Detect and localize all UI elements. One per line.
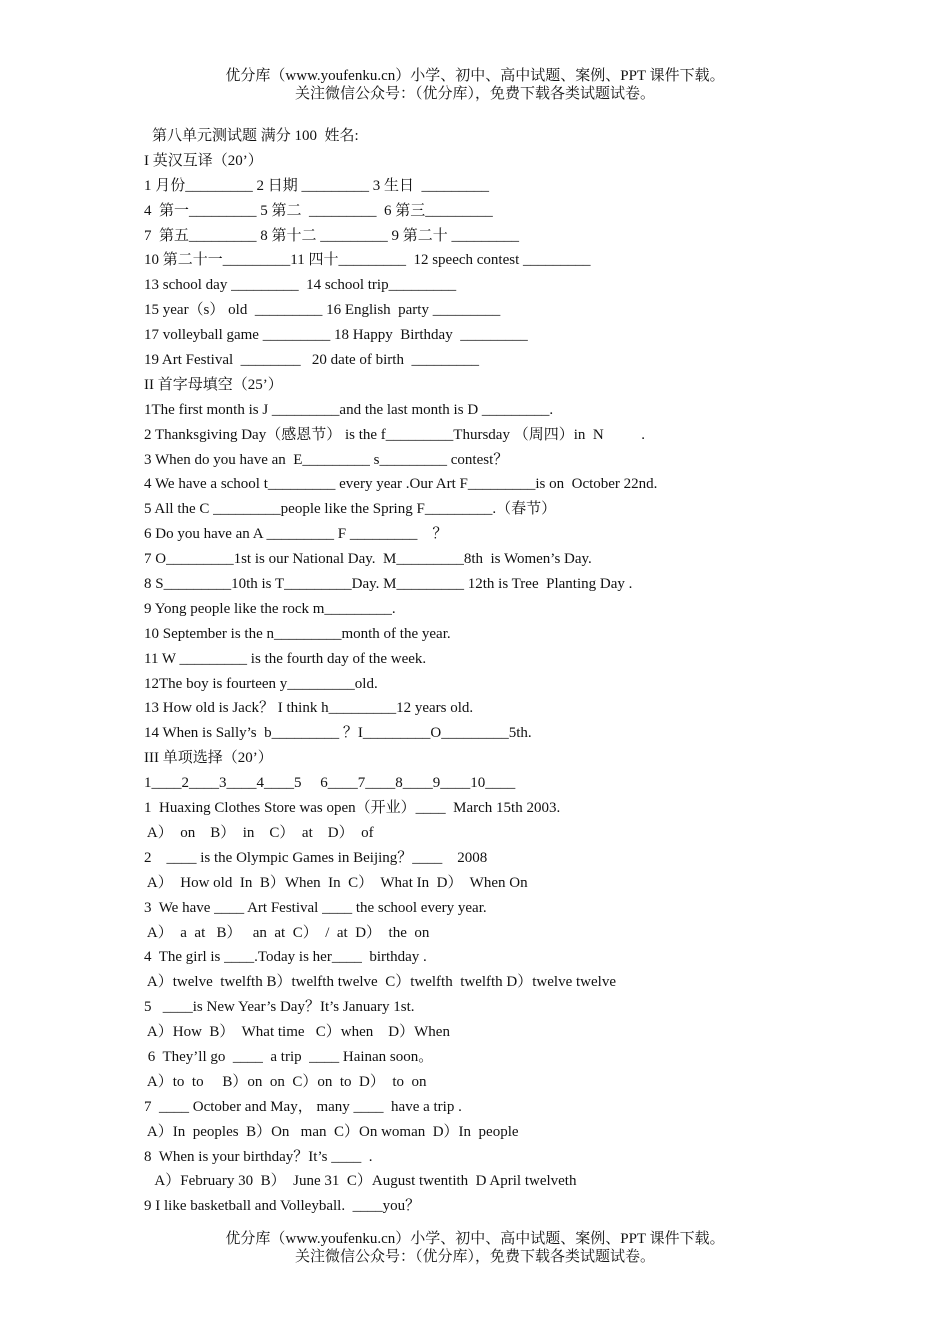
exam-line: 4 第一_________ 5 第二 _________ 6 第三_________ [144,202,493,219]
exam-line: 3 When do you have an E_________ s_________ contest？ [144,451,509,468]
exam-line: A）February 30 B） June 31 C）August twentith D April twelveth [144,1173,577,1190]
exam-line: 5 ____is New Year’s Day？It’s January 1st. [144,999,415,1016]
exam-line: A） a at B） an at C） / at D） the on [144,924,430,941]
exam-line: 9 I like basketball and Volleyball. ____you？ [144,1198,421,1215]
header-line-2: 关注微信公众号：（优分库），免费下载各类试题试卷。 [294,86,655,102]
exam-line: 10 September is the n_________month of the year. [144,625,451,642]
exam-line: 17 volleyball game _________ 18 Happy Birthday _________ [144,327,528,344]
exam-line: 7 O_________1st is our National Day. M_________8th is Women’s Day. [144,551,592,568]
exam-line: A）How B） What time C）when D）When [144,1024,450,1041]
page-footer [0,1230,950,1266]
exam-line: 12The boy is fourteen y_________old. [144,675,378,692]
exam-line: 9 Yong people like the rock m_________. [144,600,396,617]
exam-line: 15 year（s） old _________ 16 English party _________ [144,302,501,319]
exam-line: 4 We have a school t_________ every year .Our Art F_________is on October 22nd. [144,476,658,493]
exam-line: A） How old In B）When In C） What In D） When On [144,874,528,891]
exam-line: 7 ____ October and May， many ____ have a trip . [144,1098,462,1115]
exam-line: A）to to B）on on C）on to D） to on [144,1073,427,1090]
exam-line: 2 Thanksgiving Day（感恩节） is the f_________Thursday （周四）in N . [144,426,645,443]
exam-line: 8 S_________10th is T_________Day. M_________ 12th is Tree Planting Day . [144,576,633,593]
page-header [0,67,950,103]
exam-line: III 单项选择（20’） [144,750,273,767]
footer-line-2: 关注微信公众号：（优分库），免费下载各类试题试卷。 [294,1249,655,1265]
exam-title: 第八单元测试题 满分 100 姓名: [152,128,359,144]
exam-line: 13 school day _________ 14 school trip_________ [144,277,457,294]
exam-line: A） on B） in C） at D） of [144,824,374,841]
exam-line: 14 When is Sally’s b_________ ？I_________O_________5th. [144,725,532,742]
exam-line: 3 We have ____ Art Festival ____ the school every year. [144,899,487,916]
exam-line: 1____2____3____4____5 6____7____8____9____10____ [144,775,516,792]
exam-line: A）twelve twelfth B）twelfth twelve C）twelfth twelfth D）twelve twelve [144,974,616,991]
exam-line: 7 第五_________ 8 第十二 _________ 9 第二十 _________ [144,227,520,244]
exam-line: 6 Do you have an A _________ F _________ ？ [144,526,448,543]
exam-line: 1 Huaxing Clothes Store was open（开业）____ March 15th 2003. [144,800,561,817]
exam-line: 4 The girl is ____.Today is her____ birthday . [144,949,427,966]
exam-line: 5 All the C _________people like the Spring F_________.（春节） [144,501,557,518]
footer-line-1: 优分库（www.youfenku.cn）小学、初中、高中试题、案例、PPT 课件下载。 [225,1231,725,1247]
exam-line: 19 Art Festival ________ 20 date of birth _________ [144,352,479,369]
exam-line: 13 How old is Jack？ I think h_________12 years old. [144,700,474,717]
exam-line: 2 ____ is the Olympic Games in Beijing？____ 2008 [144,849,488,866]
exam-content [144,124,864,1219]
exam-line: 1 月份_________ 2 日期 _________ 3 生日 _________ [144,177,490,194]
exam-line: A）In peoples B）On man C）On woman D）In people [144,1123,519,1140]
exam-line: 11 W _________ is the fourth day of the week. [144,650,427,667]
exam-line: II 首字母填空（25’） [144,376,283,393]
exam-line: 1The first month is J _________and the last month is D _________. [144,401,554,418]
header-line-1: 优分库（www.youfenku.cn）小学、初中、高中试题、案例、PPT 课件下载。 [225,68,725,84]
exam-lines [144,149,864,1219]
exam-line: I 英汉互译（20’） [144,152,263,169]
exam-line: 10 第二十一_________11 四十_________ 12 speech contest _________ [144,252,591,269]
exam-line: 8 When is your birthday？It’s ____ . [144,1148,373,1165]
exam-line: 6 They’ll go ____ a trip ____ Hainan soon。 [144,1048,434,1065]
